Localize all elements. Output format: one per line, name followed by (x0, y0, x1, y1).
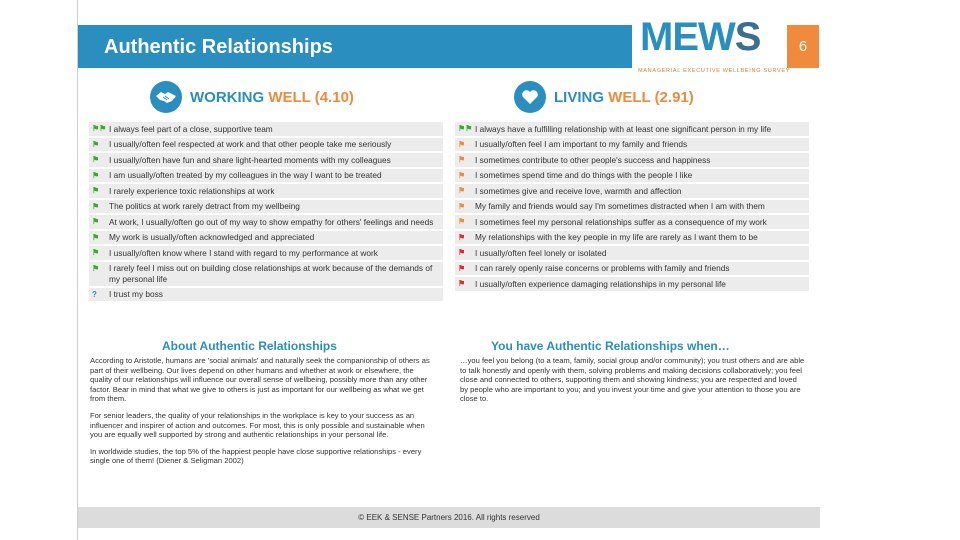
about-title: About Authentic Relationships (162, 339, 337, 353)
list-item-text: I can rarely openly raise concerns or problems with family and friends (475, 263, 730, 273)
list-item-text: I usually/often experience damaging relationships in my personal life (475, 278, 726, 289)
orange-flag-icon: ⚑ (458, 186, 466, 195)
page-left-edge (77, 0, 78, 540)
logo-word-right: S (734, 15, 761, 59)
list-item (89, 215, 443, 229)
list-item (89, 200, 443, 214)
list-item (89, 288, 443, 302)
list-item-text: I sometimes feel my personal relationships suffer as a consequence of my work (475, 216, 767, 227)
list-item-text: My family and friends would say I'm sometimes distracted when I am with them (475, 201, 765, 211)
green-flag-icon: ⚑ (92, 170, 100, 180)
handshake-icon (150, 81, 182, 113)
list-item-text: I am usually/often treated by my colleagues in the way I want to be treated (109, 170, 382, 180)
list-item (455, 138, 809, 152)
logo-word-left: MEW (640, 15, 735, 59)
list-item-text: I rarely feel I miss out on building close relationships at work because of the demands of my personal life (109, 263, 433, 284)
list-item (89, 169, 443, 183)
list-item (89, 231, 443, 245)
green-flag-icon: ⚑ (92, 232, 100, 242)
working-label: WORKING (190, 88, 269, 106)
green-flag-icon: ⚑ (92, 263, 100, 273)
about-paragraph-2: For senior leaders, the quality of your relationships in the workplace is key to your success as an influencer and inspirer of action and outcomes. For most, this is only possible and sustainable when you are equally well supported by strong and authentic relationships in your personal life. (90, 410, 425, 440)
list-item (455, 122, 809, 136)
list-item-text: I trust my boss (109, 289, 163, 299)
list-item-text: I always have a fulfilling relationship with at least one significant person in my life (475, 123, 772, 134)
list-item (89, 138, 443, 152)
page-title: Authentic Relationships (104, 36, 333, 58)
living-well-title (554, 89, 694, 106)
list-item (89, 184, 443, 198)
list-item-text: At work, I usually/often go out of my way to show empathy for others' feelings and needs (109, 216, 434, 227)
list-item (455, 231, 809, 245)
list-item (89, 153, 443, 167)
orange-flag-icon: ⚑ (458, 201, 466, 211)
red-flag-icon: ⚑ (458, 263, 466, 273)
list-item (455, 277, 809, 291)
mews-logo (636, 14, 791, 76)
heart-icon (514, 81, 546, 113)
header-bar (78, 25, 632, 68)
list-item (89, 122, 443, 136)
red-flag-icon: ⚑ (458, 232, 466, 242)
red-flag-icon: ⚑ (458, 279, 466, 288)
green-flag-icon: ⚑ (92, 155, 100, 164)
when-text (460, 356, 805, 411)
orange-flag-icon: ⚑ (458, 155, 466, 164)
list-item (89, 262, 443, 286)
about-paragraph-1: According to Aristotle, humans are 'social animals' and naturally seek the companionship of others as part of their wellbeing. Our lives depend on other humans and whether at work or elsewhere, the quality of our relationships will influence our overall sense of wellbeing, possibly more than any other factor. Bear in mind that what we give to others is just as important for our wellbeing as what we get from them. (90, 356, 430, 404)
green-flag-icon: ⚑ (92, 139, 100, 149)
list-item-text: I usually/often know where I stand with regard to my performance at work (109, 247, 378, 258)
double-green-flag-icon: ⚑⚑ (92, 124, 107, 133)
orange-flag-icon: ⚑ (458, 217, 466, 226)
logo-wordmark (640, 14, 760, 60)
list-item (455, 169, 809, 183)
list-item-text: I usually/often feel I am important to my family and friends (475, 139, 688, 149)
list-item-text: I sometimes contribute to other people's success and happiness (475, 154, 711, 165)
double-green-flag-icon: ⚑⚑ (458, 124, 473, 133)
list-item-text: I usually/often feel respected at work and that other people take me seriously (109, 139, 392, 149)
living-well-heading (514, 80, 694, 114)
list-item (455, 153, 809, 167)
working-well-word: WELL (268, 88, 311, 106)
about-text (90, 356, 432, 473)
list-item-text: I sometimes give and receive love, warmth and affection (475, 185, 682, 196)
green-flag-icon: ⚑ (92, 217, 100, 226)
working-well-heading (150, 80, 354, 114)
question-mark-icon: ? (92, 289, 97, 299)
living-label: LIVING (554, 88, 609, 106)
list-item-text: I rarely experience toxic relationships at work (109, 185, 275, 196)
list-item (455, 246, 809, 260)
living-well-word: WELL (608, 88, 651, 106)
living-score: (2.91) (654, 88, 694, 106)
green-flag-icon: ⚑ (92, 201, 100, 211)
list-item (455, 184, 809, 198)
list-item-text: I always feel part of a close, supportive team (109, 123, 273, 134)
list-item (455, 262, 809, 276)
copyright-text: © EEK & SENSE Partners 2016. All rights reserved (358, 513, 540, 522)
green-flag-icon: ⚑ (92, 186, 100, 195)
list-item-text: I usually/often have fun and share light-hearted moments with my colleagues (109, 154, 391, 165)
working-well-list (89, 122, 443, 303)
list-item-text: I sometimes spend time and do things with the people I like (475, 170, 693, 180)
orange-flag-icon: ⚑ (458, 170, 466, 180)
living-well-list (455, 122, 809, 293)
about-paragraph-3: In worldwide studies, the top 5% of the happiest people have close supportive relationships - every single one of them! (Diener & Seligman 2002) (90, 446, 422, 466)
list-item (89, 246, 443, 260)
list-item-text: My work is usually/often acknowledged and appreciated (109, 232, 315, 242)
footer-bar (78, 507, 820, 528)
list-item-text: My relationships with the key people in my life are rarely as I want them to be (475, 232, 758, 242)
when-title: You have Authentic Relationships when… (491, 339, 730, 353)
list-item-text: I usually/often feel lonely or isolated (475, 247, 607, 258)
working-well-title (190, 89, 354, 106)
working-score: (4.10) (314, 88, 354, 106)
red-flag-icon: ⚑ (458, 248, 466, 257)
when-paragraph: …you feel you belong (to a team, family, social group and/or community); you trust others and are able to talk honestly and openly with them, solving problems and making decisions collaboratively; you feel close and connected to others, supporting them and showing kindness; you are respected and loved by people who are important to you; and you invest your time and give your attention to those you are close to. (460, 356, 805, 404)
logo-tagline: MANAGERIAL EXECUTIVE WELLBEING SURVEY (638, 68, 791, 74)
list-item (455, 215, 809, 229)
green-flag-icon: ⚑ (92, 248, 100, 257)
list-item (455, 200, 809, 214)
list-item-text: The politics at work rarely detract from my wellbeing (109, 201, 300, 211)
orange-flag-icon: ⚑ (458, 139, 466, 149)
page-number: 6 (787, 25, 819, 68)
